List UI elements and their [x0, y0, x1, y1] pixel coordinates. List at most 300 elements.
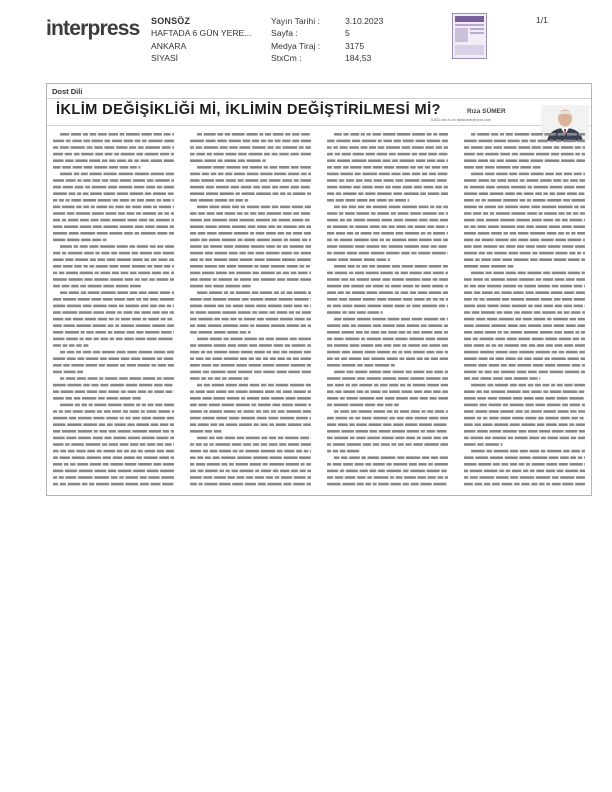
- text-word: [62, 166, 71, 169]
- publication-name: SONSÖZ: [151, 16, 191, 26]
- text-word: [336, 199, 344, 202]
- text-word: [441, 384, 448, 387]
- text-word: [87, 456, 102, 459]
- text-word: [53, 192, 67, 195]
- text-word: [260, 423, 267, 426]
- text-word: [211, 371, 226, 374]
- text-word: [263, 357, 268, 360]
- text-word: [93, 351, 100, 354]
- text-word: [88, 291, 100, 294]
- text-word: [464, 278, 472, 281]
- text-word: [464, 166, 474, 169]
- text-word: [349, 146, 359, 149]
- text-word: [242, 285, 251, 288]
- text-word: [447, 252, 448, 255]
- text-word: [574, 285, 583, 288]
- text-word: [516, 410, 523, 413]
- text-word: [381, 225, 387, 228]
- text-word: [383, 377, 397, 380]
- text-word: [343, 285, 350, 288]
- text-word: [143, 212, 157, 215]
- text-word: [60, 450, 66, 453]
- text-word: [338, 258, 348, 261]
- text-word: [327, 285, 341, 288]
- text-word: [220, 146, 228, 149]
- text-word: [576, 186, 585, 189]
- text-word: [550, 192, 556, 195]
- text-word: [248, 225, 256, 228]
- text-word: [562, 245, 573, 248]
- text-word: [521, 483, 529, 486]
- text-word: [167, 305, 172, 308]
- text-word: [53, 483, 58, 486]
- text-word: [276, 272, 281, 275]
- text-word: [259, 344, 272, 347]
- text-word: [205, 252, 213, 255]
- text-word: [117, 450, 123, 453]
- text-word: [464, 212, 472, 215]
- text-word: [172, 146, 174, 149]
- text-word: [274, 291, 279, 294]
- text-word: [401, 272, 408, 275]
- text-word: [350, 278, 355, 281]
- text-word: [306, 483, 311, 486]
- text-word: [525, 417, 536, 420]
- text-word: [208, 324, 222, 327]
- text-word: [354, 239, 369, 242]
- text-word: [101, 252, 109, 255]
- text-word: [505, 357, 515, 360]
- text-word: [346, 384, 350, 387]
- text-word: [369, 423, 382, 426]
- text-word: [120, 199, 129, 202]
- text-word: [356, 265, 360, 268]
- text-word: [213, 364, 219, 367]
- text-word: [76, 344, 82, 347]
- text-word: [94, 166, 107, 169]
- text-word: [246, 133, 257, 136]
- text-word: [518, 430, 526, 433]
- text-word: [440, 318, 445, 321]
- text-word: [163, 199, 171, 202]
- publication-info: [151, 15, 251, 64]
- text-word: [507, 390, 521, 393]
- text-word: [124, 450, 129, 453]
- text-word: [190, 219, 202, 222]
- text-word: [66, 377, 76, 380]
- text-word: [377, 351, 390, 354]
- text-word: [60, 245, 72, 248]
- text-word: [167, 324, 174, 327]
- text-word: [269, 311, 275, 314]
- text-word: [393, 423, 403, 426]
- text-word: [440, 456, 448, 459]
- text-word: [121, 153, 135, 156]
- text-word: [433, 278, 438, 281]
- text-word: [503, 199, 518, 202]
- text-word: [478, 463, 491, 466]
- text-word: [277, 278, 285, 281]
- text-word: [395, 305, 405, 308]
- text-word: [570, 404, 581, 407]
- text-word: [120, 397, 131, 400]
- text-word: [503, 404, 508, 407]
- text-word: [327, 159, 335, 162]
- text-word: [405, 443, 411, 446]
- text-word: [367, 305, 381, 308]
- text-word: [473, 278, 483, 281]
- text-word: [495, 338, 505, 341]
- text-word: [562, 219, 568, 222]
- text-word: [381, 443, 390, 446]
- text-word: [63, 324, 74, 327]
- text-word: [134, 186, 145, 189]
- text-word: [402, 146, 411, 149]
- text-word: [127, 212, 135, 215]
- text-word: [543, 324, 552, 327]
- text-word: [487, 252, 493, 255]
- text-word: [138, 463, 152, 466]
- text-word: [173, 331, 174, 334]
- text-word: [250, 384, 260, 387]
- text-word: [421, 410, 425, 413]
- text-word: [281, 291, 285, 294]
- text-word: [262, 159, 265, 162]
- text-word: [496, 166, 510, 169]
- text-word: [391, 212, 396, 215]
- meta-label: Medya Tiraj :: [271, 40, 321, 51]
- text-word: [415, 225, 426, 228]
- text-word: [440, 443, 448, 446]
- text-word: [154, 252, 161, 255]
- text-word: [85, 186, 90, 189]
- text-word: [569, 463, 582, 466]
- text-word: [136, 456, 142, 459]
- text-word: [94, 338, 99, 341]
- text-word: [443, 265, 448, 268]
- text-word: [269, 179, 281, 182]
- text-word: [82, 397, 96, 400]
- text-word: [248, 252, 255, 255]
- text-word: [573, 212, 578, 215]
- text-word: [374, 476, 389, 479]
- text-word: [549, 456, 559, 459]
- text-word: [158, 338, 172, 341]
- text-word: [426, 371, 433, 374]
- text-word: [402, 173, 410, 176]
- text-word: [197, 133, 202, 136]
- text-word: [84, 278, 92, 281]
- text-word: [574, 384, 585, 387]
- text-word: [293, 483, 305, 486]
- text-word: [199, 199, 214, 202]
- text-word: [265, 390, 274, 393]
- text-word: [577, 252, 581, 255]
- text-word: [110, 384, 124, 387]
- text-word: [89, 173, 101, 176]
- text-word: [127, 364, 136, 367]
- text-word: [304, 232, 311, 235]
- text-word: [359, 252, 370, 255]
- text-word: [148, 318, 159, 321]
- text-word: [240, 219, 255, 222]
- text-word: [391, 285, 401, 288]
- newspaper-thumbnail[interactable]: [452, 13, 487, 59]
- text-word: [529, 344, 535, 347]
- text-word: [53, 159, 64, 162]
- text-word: [381, 232, 394, 235]
- text-word: [571, 311, 581, 314]
- text-word: [580, 417, 584, 420]
- text-word: [421, 430, 425, 433]
- text-word: [392, 430, 405, 433]
- text-word: [342, 483, 355, 486]
- text-word: [545, 417, 559, 420]
- text-word: [479, 298, 484, 301]
- text-word: [249, 390, 263, 393]
- text-word: [464, 344, 472, 347]
- text-word: [119, 186, 133, 189]
- text-word: [93, 311, 104, 314]
- text-word: [284, 450, 294, 453]
- text-word: [141, 311, 150, 314]
- text-word: [524, 410, 529, 413]
- text-word: [385, 186, 390, 189]
- text-word: [74, 397, 81, 400]
- text-word: [222, 311, 236, 314]
- text-word: [74, 173, 80, 176]
- text-word: [275, 146, 281, 149]
- text-word: [96, 483, 109, 486]
- text-word: [491, 324, 506, 327]
- text-word: [253, 456, 268, 459]
- text-word: [356, 423, 367, 426]
- text-word: [530, 232, 545, 235]
- text-word: [383, 140, 392, 143]
- text-word: [373, 410, 385, 413]
- text-word: [544, 212, 557, 215]
- text-word: [365, 192, 375, 195]
- text-word: [299, 146, 304, 149]
- text-word: [53, 357, 65, 360]
- text-word: [491, 265, 506, 268]
- text-word: [520, 252, 531, 255]
- text-word: [256, 324, 269, 327]
- text-word: [471, 133, 476, 136]
- meta-row: [271, 15, 383, 27]
- text-word: [293, 212, 299, 215]
- text-word: [173, 206, 174, 209]
- text-word: [378, 140, 382, 143]
- text-word: [345, 338, 359, 341]
- text-word: [575, 245, 585, 248]
- text-word: [554, 331, 562, 334]
- text-word: [485, 437, 491, 440]
- text-word: [80, 272, 93, 275]
- text-word: [383, 338, 394, 341]
- text-word: [222, 377, 227, 380]
- text-word: [346, 371, 353, 374]
- text-word: [196, 463, 205, 466]
- text-word: [464, 390, 475, 393]
- text-word: [464, 232, 476, 235]
- text-word: [91, 298, 101, 301]
- text-word: [359, 397, 374, 400]
- text-word: [333, 252, 345, 255]
- text-word: [276, 384, 289, 387]
- text-word: [562, 483, 573, 486]
- text-word: [550, 140, 554, 143]
- text-word: [261, 443, 268, 446]
- text-word: [226, 166, 240, 169]
- text-word: [161, 311, 168, 314]
- text-word: [237, 437, 245, 440]
- text-word: [273, 351, 280, 354]
- text-word: [439, 278, 448, 281]
- text-word: [121, 357, 130, 360]
- text-word: [505, 377, 513, 380]
- text-word: [380, 272, 393, 275]
- text-word: [339, 245, 354, 248]
- text-word: [581, 338, 585, 341]
- text-word: [190, 179, 200, 182]
- text-word: [500, 153, 510, 156]
- text-word: [304, 450, 309, 453]
- text-word: [287, 291, 293, 294]
- text-word: [470, 476, 478, 479]
- text-word: [266, 318, 279, 321]
- text-word: [238, 239, 243, 242]
- text-word: [580, 357, 585, 360]
- text-word: [281, 476, 292, 479]
- text-word: [226, 470, 230, 473]
- text-word: [63, 298, 76, 301]
- text-word: [402, 344, 407, 347]
- text-word: [75, 258, 88, 261]
- text-word: [101, 291, 116, 294]
- text-word: [327, 298, 338, 301]
- text-word: [350, 166, 361, 169]
- text-word: [140, 476, 147, 479]
- text-word: [424, 186, 434, 189]
- text-word: [547, 232, 557, 235]
- text-word: [53, 364, 62, 367]
- text-word: [143, 377, 155, 380]
- text-word: [67, 357, 76, 360]
- text-word: [217, 133, 223, 136]
- text-word: [307, 476, 311, 479]
- text-word: [518, 232, 529, 235]
- text-word: [464, 265, 478, 268]
- text-word: [497, 186, 510, 189]
- column-lines: [327, 130, 450, 490]
- text-word: [514, 258, 529, 261]
- text-word: [343, 390, 355, 393]
- text-word: [145, 450, 156, 453]
- text-word: [67, 212, 75, 215]
- text-word: [106, 311, 116, 314]
- text-word: [343, 166, 349, 169]
- text-word: [165, 443, 172, 446]
- text-word: [160, 298, 174, 301]
- text-word: [446, 410, 448, 413]
- text-word: [480, 265, 490, 268]
- text-word: [392, 239, 407, 242]
- text-word: [203, 298, 211, 301]
- text-word: [364, 364, 373, 367]
- text-word: [464, 351, 479, 354]
- text-word: [170, 311, 174, 314]
- text-word: [421, 324, 427, 327]
- text-word: [218, 159, 223, 162]
- text-word: [553, 318, 568, 321]
- text-word: [72, 456, 85, 459]
- text-word: [406, 278, 421, 281]
- text-word: [444, 331, 448, 334]
- text-word: [560, 476, 574, 479]
- text-word: [190, 258, 198, 261]
- text-word: [353, 186, 360, 189]
- text-word: [464, 410, 474, 413]
- text-word: [83, 140, 90, 143]
- text-word: [293, 232, 302, 235]
- text-word: [292, 133, 299, 136]
- text-word: [205, 456, 211, 459]
- text-word: [209, 404, 220, 407]
- text-word: [226, 384, 237, 387]
- text-word: [369, 146, 376, 149]
- text-word: [148, 140, 162, 143]
- text-word: [79, 311, 92, 314]
- text-word: [419, 153, 427, 156]
- text-word: [564, 173, 572, 176]
- text-word: [74, 265, 82, 268]
- text-word: [119, 476, 124, 479]
- text-word: [53, 140, 64, 143]
- text-word: [564, 344, 573, 347]
- text-word: [134, 311, 140, 314]
- text-word: [403, 186, 413, 189]
- text-word: [291, 470, 298, 473]
- text-word: [242, 298, 249, 301]
- text-word: [496, 476, 509, 479]
- text-word: [520, 199, 526, 202]
- text-word: [93, 437, 103, 440]
- text-word: [367, 338, 381, 341]
- text-word: [342, 351, 351, 354]
- text-word: [510, 450, 518, 453]
- text-word: [290, 245, 304, 248]
- text-word: [471, 146, 483, 149]
- text-word: [436, 206, 442, 209]
- text-word: [243, 140, 251, 143]
- text-word: [109, 265, 118, 268]
- text-word: [486, 272, 492, 275]
- text-word: [229, 252, 238, 255]
- text-word: [199, 278, 211, 281]
- text-word: [254, 258, 264, 261]
- text-word: [91, 219, 99, 222]
- text-word: [224, 338, 229, 341]
- text-word: [564, 311, 570, 314]
- text-word: [267, 146, 273, 149]
- text-word: [219, 483, 231, 486]
- text-word: [238, 344, 248, 347]
- text-word: [485, 443, 499, 446]
- text-word: [219, 265, 226, 268]
- text-word: [53, 476, 57, 479]
- text-word: [327, 364, 340, 367]
